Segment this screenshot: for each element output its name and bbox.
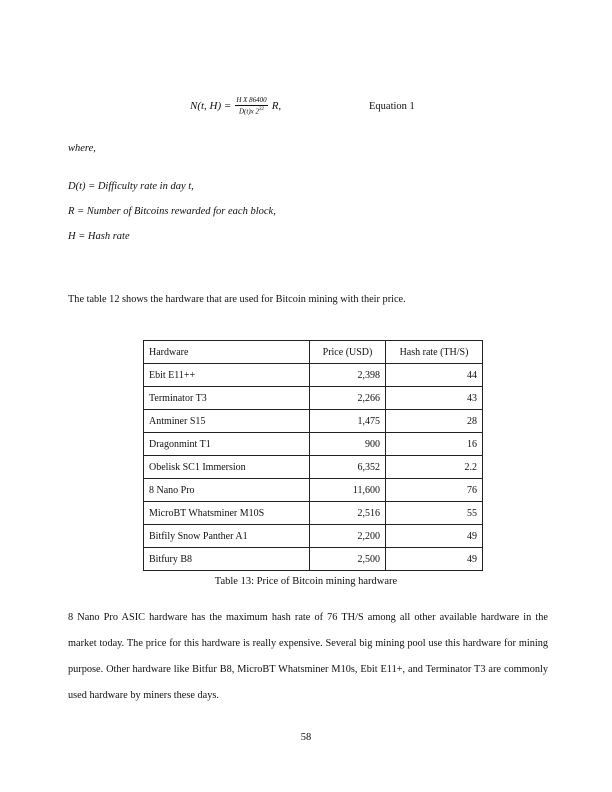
cell-hardware: Obelisk SC1 Immersion — [144, 456, 310, 479]
cell-price: 2,398 — [310, 364, 386, 387]
table-header-row — [144, 341, 483, 364]
body-paragraph: 8 Nano Pro ASIC hardware has the maximum hash rate of 76 TH/S among all other available hardware in the market today. The price for this hardware is really expensive. Several big mining pool use this hardware for mining purpose. Other hardware like Bitfur B8, MicroBT Whatsminer M10s, Ebit E11+, and Terminator T3 are commonly used hardware by miners these days. — [68, 612, 548, 701]
equation-numerator: H X 86400 — [236, 96, 267, 104]
cell-hardware: 8 Nano Pro — [144, 479, 310, 502]
cell-hardware: Bitfily Snow Panther A1 — [144, 525, 310, 548]
cell-hash-rate: 44 — [386, 364, 483, 387]
table-caption: Table 13: Price of Bitcoin mining hardware — [214, 576, 398, 587]
cell-hash-rate: 55 — [386, 502, 483, 525]
equation-exponent: 32 — [259, 107, 265, 112]
cell-hash-rate: 28 — [386, 410, 483, 433]
cell-hash-rate: 49 — [386, 525, 483, 548]
header-price: Price (USD) — [310, 341, 386, 364]
table-row — [144, 548, 483, 571]
equation-denominator: D(t)x 2 — [239, 107, 260, 116]
equation-lhs: N(t, H) = — [190, 99, 232, 112]
header-hardware: Hardware — [144, 341, 310, 364]
cell-price: 11,600 — [310, 479, 386, 502]
cell-price: 6,352 — [310, 456, 386, 479]
table-row — [144, 502, 483, 525]
cell-hardware: MicroBT Whatsminer M10S — [144, 502, 310, 525]
definition-difficulty: D(t) = Difficulty rate in day t, — [68, 181, 194, 192]
cell-price: 2,266 — [310, 387, 386, 410]
equation-rhs: R, — [271, 99, 282, 112]
header-hash-rate: Hash rate (TH/S) — [386, 341, 483, 364]
cell-hash-rate: 49 — [386, 548, 483, 571]
cell-hardware: Ebit E11++ — [144, 364, 310, 387]
cell-hash-rate: 43 — [386, 387, 483, 410]
table-row — [144, 410, 483, 433]
definition-reward: R = Number of Bitcoins rewarded for each block, — [68, 206, 276, 217]
cell-hardware: Bitfury B8 — [144, 548, 310, 571]
cell-hardware: Dragonmint T1 — [144, 433, 310, 456]
cell-hash-rate: 2.2 — [386, 456, 483, 479]
cell-price: 2,516 — [310, 502, 386, 525]
hardware-table — [143, 340, 483, 571]
definition-hash-rate: H = Hash rate — [68, 231, 130, 242]
equation-label: Equation 1 — [369, 101, 415, 112]
cell-price: 2,200 — [310, 525, 386, 548]
equation — [190, 96, 281, 115]
equation-fraction — [235, 96, 267, 115]
equation-denominator-wrap — [239, 106, 264, 115]
cell-hardware: Antminer S15 — [144, 410, 310, 433]
cell-hardware: Terminator T3 — [144, 387, 310, 410]
cell-price: 2,500 — [310, 548, 386, 571]
cell-hash-rate: 76 — [386, 479, 483, 502]
where-label: where, — [68, 143, 96, 154]
cell-price: 900 — [310, 433, 386, 456]
cell-price: 1,475 — [310, 410, 386, 433]
table-row — [144, 387, 483, 410]
table-row — [144, 525, 483, 548]
table-intro: The table 12 shows the hardware that are used for Bitcoin mining with their price. — [68, 294, 406, 305]
table-row — [144, 456, 483, 479]
table-row — [144, 364, 483, 387]
page-number: 58 — [300, 732, 312, 743]
table-row — [144, 433, 483, 456]
cell-hash-rate: 16 — [386, 433, 483, 456]
table-row — [144, 479, 483, 502]
